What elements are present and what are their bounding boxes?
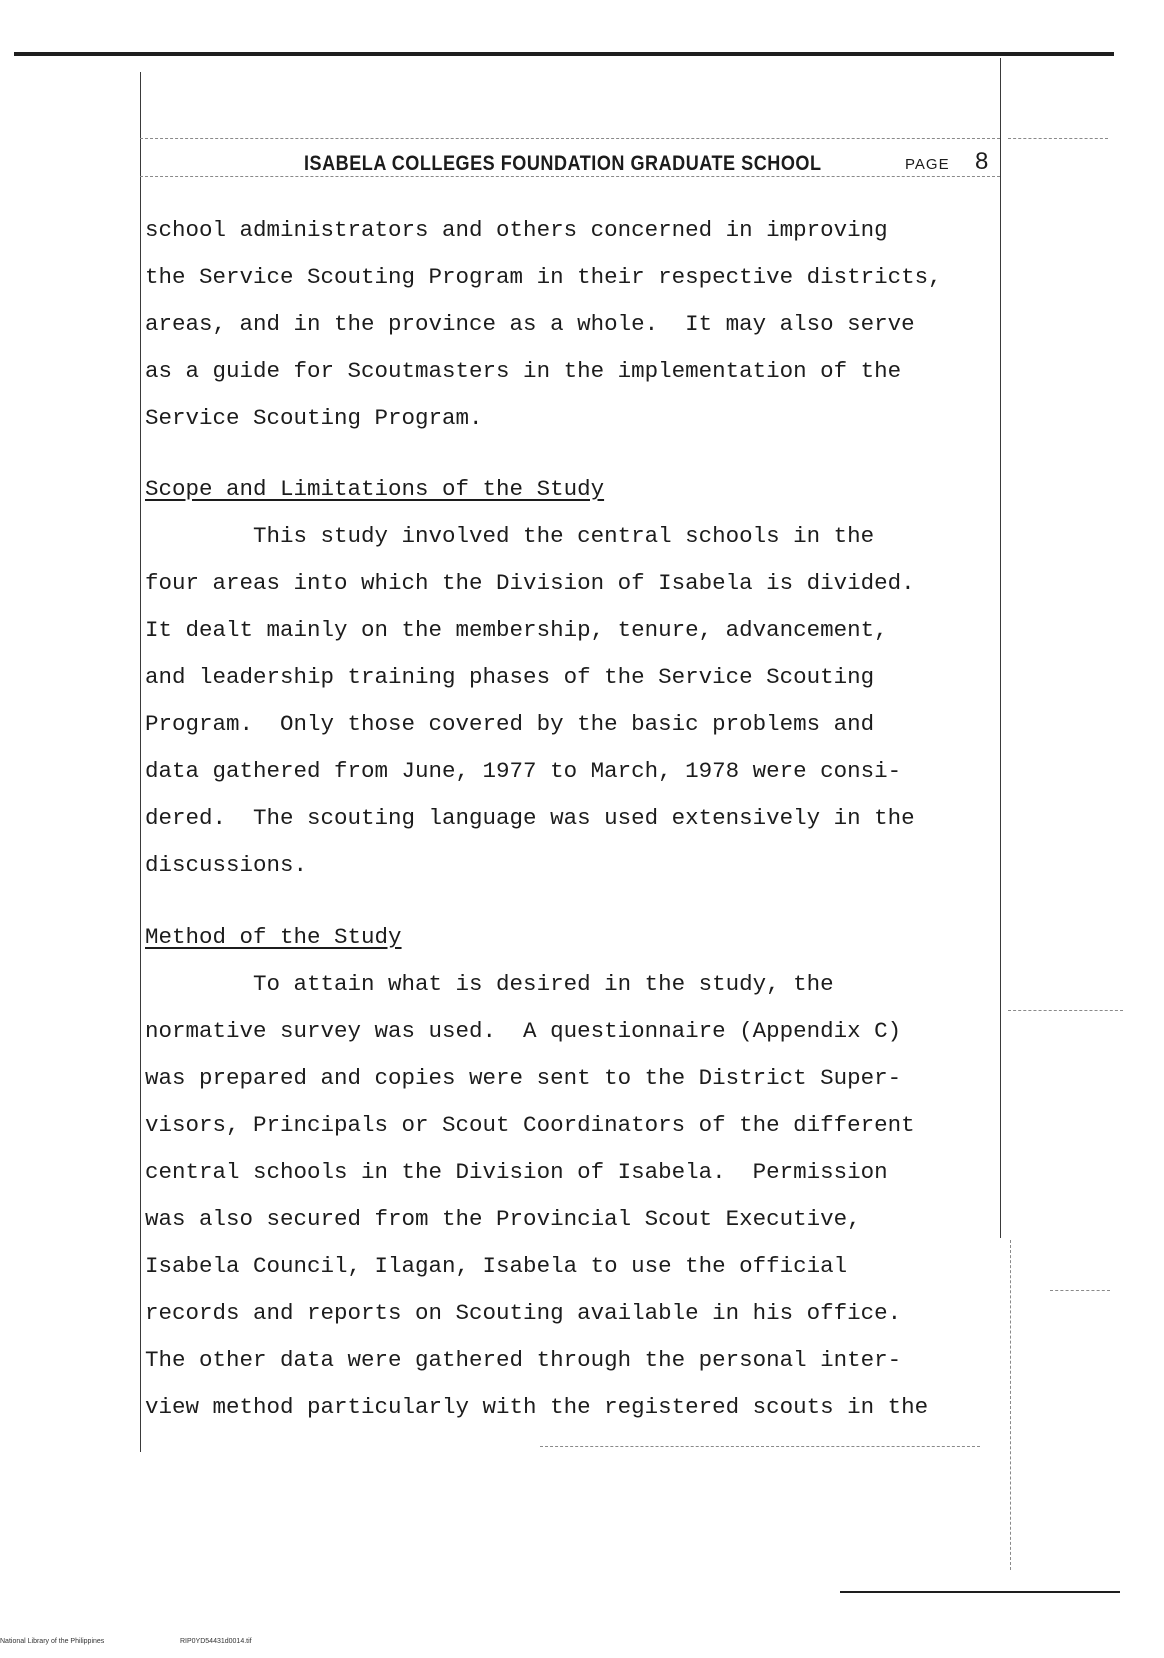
page-number: 8 bbox=[975, 148, 989, 175]
text-line: To attain what is desired in the study, the bbox=[145, 971, 834, 997]
text-line: as a guide for Scoutmasters in the implementation of the bbox=[145, 358, 902, 384]
section-heading-scope: Scope and Limitations of the Study bbox=[145, 476, 605, 502]
top-rule bbox=[14, 52, 1114, 56]
page-label: PAGE bbox=[905, 156, 950, 173]
text-line: discussions. bbox=[145, 852, 308, 878]
text-line: It dealt mainly on the membership, tenure, advancement, bbox=[145, 617, 888, 643]
text-line: Service Scouting Program. bbox=[145, 405, 483, 431]
text-line: four areas into which the Division of Isabela is divided. bbox=[145, 570, 915, 596]
bottom-right-rule bbox=[840, 1591, 1120, 1593]
text-line: and leadership training phases of the Service Scouting bbox=[145, 664, 875, 690]
text-line: records and reports on Scouting available in his office. bbox=[145, 1300, 902, 1326]
school-name: ISABELA COLLEGES FOUNDATION GRADUATE SCHOOL bbox=[304, 152, 822, 175]
header-rule-top bbox=[140, 138, 1000, 139]
bottom-edge-mark bbox=[540, 1446, 980, 1447]
right-edge-mark-lower bbox=[1050, 1290, 1110, 1291]
text-line: Program. Only those covered by the basic problems and bbox=[145, 711, 875, 737]
text-line: This study involved the central schools in the bbox=[145, 523, 875, 549]
right-edge-mark-top bbox=[1008, 138, 1108, 139]
text-line: dered. The scouting language was used extensively in the bbox=[145, 805, 915, 831]
library-caption: National Library of the Philippines bbox=[0, 1638, 105, 1645]
text-line: visors, Principals or Scout Coordinators of the different bbox=[145, 1112, 915, 1138]
text-line: was also secured from the Provincial Scout Executive, bbox=[145, 1206, 861, 1232]
text-line: view method particularly with the registered scouts in the bbox=[145, 1394, 929, 1420]
text-line: data gathered from June, 1977 to March, 1978 were consi- bbox=[145, 758, 902, 784]
text-line: the Service Scouting Program in their respective districts, bbox=[145, 264, 942, 290]
section-heading-method: Method of the Study bbox=[145, 924, 402, 950]
right-edge-mark-mid bbox=[1008, 1010, 1123, 1011]
text-line: areas, and in the province as a whole. It may also serve bbox=[145, 311, 915, 337]
file-caption: RIP0YD54431d0014.tif bbox=[180, 1638, 252, 1645]
running-header bbox=[300, 142, 989, 182]
right-margin-line bbox=[1000, 58, 1001, 1238]
text-line: Isabela Council, Ilagan, Isabela to use the official bbox=[145, 1253, 848, 1279]
text-line: school administrators and others concerned in improving bbox=[145, 217, 888, 243]
text-line: was prepared and copies were sent to the District Super- bbox=[145, 1065, 902, 1091]
text-line: central schools in the Division of Isabela. Permission bbox=[145, 1159, 888, 1185]
text-line: The other data were gathered through the personal inter- bbox=[145, 1347, 902, 1373]
scan-footer bbox=[0, 1638, 252, 1645]
right-margin-line-lower bbox=[1010, 1240, 1011, 1570]
text-line: normative survey was used. A questionnaire (Appendix C) bbox=[145, 1018, 902, 1044]
left-margin-line bbox=[140, 72, 141, 1452]
